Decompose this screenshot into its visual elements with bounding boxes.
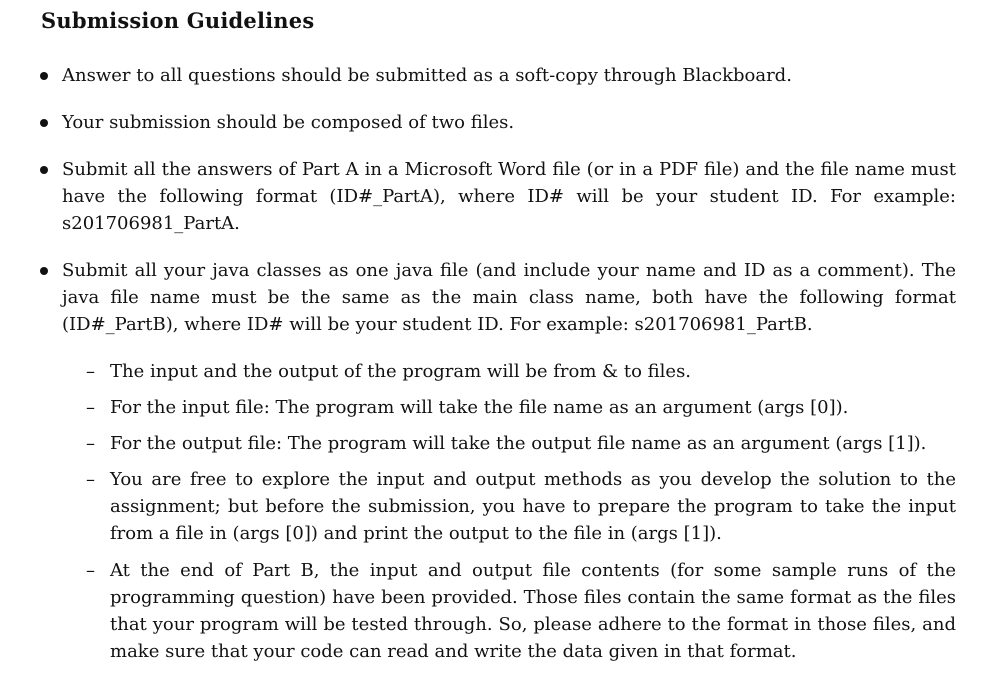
sub-bullet-item xyxy=(86,358,956,385)
bullet-dot-icon xyxy=(40,267,48,275)
bullet-dot-icon xyxy=(40,119,48,127)
bullet-item xyxy=(40,62,956,89)
dash-icon: – xyxy=(86,469,95,490)
dash-icon: – xyxy=(86,560,95,581)
bullet-text: Submit all the answers of Part A in a Microsoft Word file (or in a PDF file) and the file name must have the following format (ID#_PartA), where ID# will be your student ID. For example: s201706981_PartA. xyxy=(62,159,956,234)
bullet-text: Your submission should be composed of two files. xyxy=(62,112,515,133)
bullet-text: Submit all your java classes as one java file (and include your name and ID as a comment). The java file name must be the same as the main class name, both have the following format (ID#_PartB), where ID# will be your student ID. For example: s201706981_PartB. xyxy=(62,260,956,335)
sub-bullet-text: For the output file: The program will take the output file name as an argument (args [1]). xyxy=(110,433,927,454)
sub-bullet-item xyxy=(86,394,956,421)
sub-bullet-text: The input and the output of the program will be from & to files. xyxy=(110,361,692,382)
bullet-text: Answer to all questions should be submitted as a soft-copy through Blackboard. xyxy=(62,65,792,86)
sub-bullet-text: At the end of Part B, the input and output file contents (for some sample runs of the programming question) have been provided. Those files contain the same format as the files that your program will be tested through. So, please adhere to the format in those files, and make sure that your code can read and write the data given in that format. xyxy=(110,560,956,662)
bullet-item xyxy=(40,156,956,237)
bullet-dot-icon xyxy=(40,166,48,174)
sub-bullet-item xyxy=(86,466,956,547)
sub-bullet-item xyxy=(86,557,956,665)
section-title: Submission Guidelines xyxy=(41,8,315,33)
dash-icon: – xyxy=(86,433,95,454)
bullet-item xyxy=(40,109,956,136)
sub-bullet-text: For the input file: The program will take the file name as an argument (args [0]). xyxy=(110,397,849,418)
dash-icon: – xyxy=(86,361,95,382)
dash-icon: – xyxy=(86,397,95,418)
sub-bullet-text: You are free to explore the input and output methods as you develop the solution to the assignment; but before the submission, you have to prepare the program to take the input from a file in (args [0]) and print the output to the file in (args [1]). xyxy=(110,469,956,544)
bullet-item xyxy=(40,257,956,338)
bullet-dot-icon xyxy=(40,72,48,80)
sub-bullet-item xyxy=(86,430,956,457)
